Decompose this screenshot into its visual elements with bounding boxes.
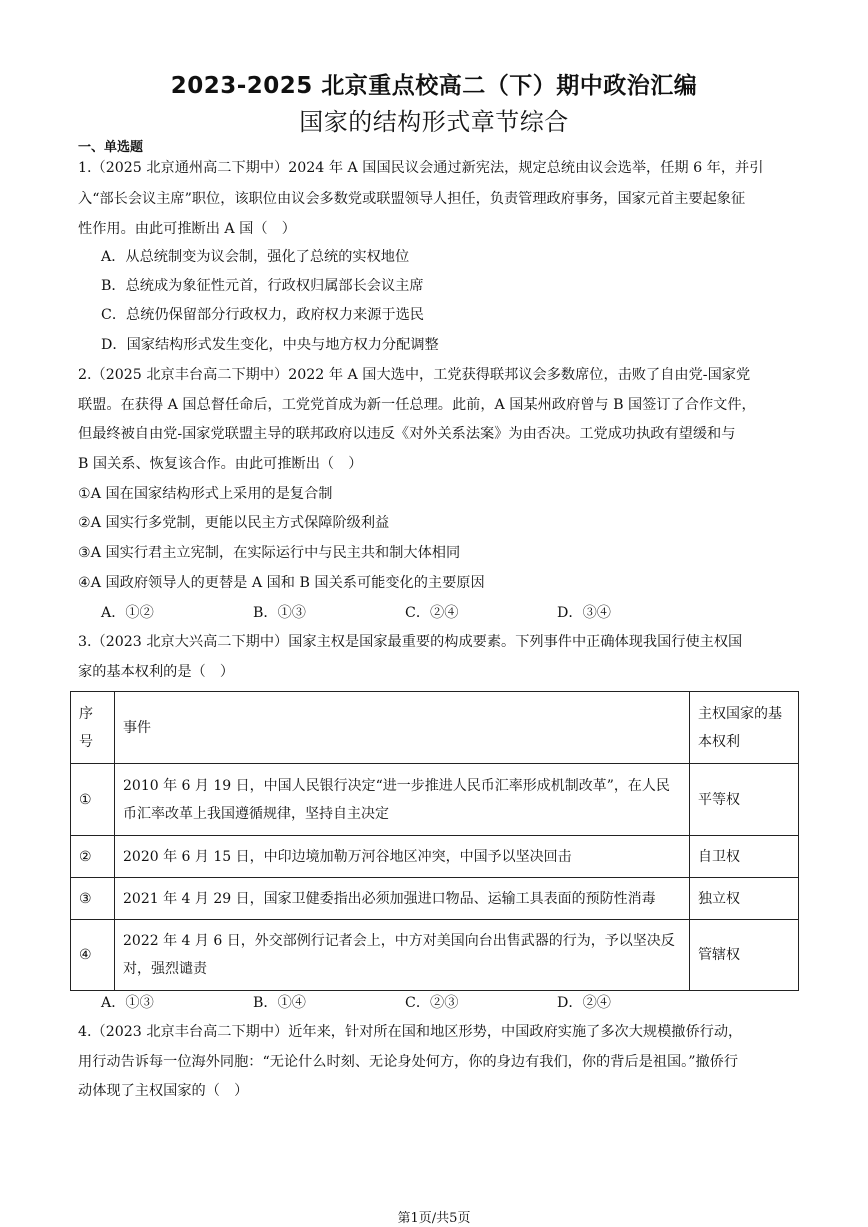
q2-statement-3: ③A 国实行君主立宪制，在实际运行中与民主共和制大体相同 [78,545,461,561]
table-row [71,764,799,836]
table-cell: 2021 年 4 月 29 日，国家卫健委指出必须加强进口物品、运输工具表面的预防性消毒 [115,878,690,920]
table-cell: ④ [71,920,115,991]
q1-option-b: B．总统成为象征性元首，行政权归属部长会议主席 [101,278,424,294]
q3-table [70,691,799,991]
table-cell: 自卫权 [690,836,799,878]
q1-option-d: D．国家结构形式发生变化，中央与地方权力分配调整 [101,337,439,353]
q1-option-c: C．总统仍保留部分行政权力，政府权力来源于选民 [101,307,424,323]
q1-stem-line: 1.（2025 北京通州高二下期中）2024 年 A 国国民议会通过新宪法，规定总统由议会选举，任期 6 年，并引 [78,160,764,176]
q3-stem-line: 家的基本权利的是（ ） [78,664,235,680]
table-row [71,920,799,991]
q2-statement-2: ②A 国实行多党制，更能以民主方式保障阶级利益 [78,515,390,531]
table-header-row [71,692,799,764]
table-cell: ① [71,764,115,836]
q4-stem-line: 4.（2023 北京丰台高二下期中）近年来，针对所在国和地区形势，中国政府实施了多次大规模撤侨行动， [78,1024,743,1040]
table-header-cell: 主权国家的基本权利 [690,692,799,764]
table-header-cell: 序号 [71,692,115,764]
table-cell: 2010 年 6 月 19 日，中国人民银行决定“进一步推进人民币汇率形成机制改革”，在人民币汇率改革上我国遵循规律，坚持自主决定 [115,764,690,836]
q3-choice-a: A．①③ [101,995,154,1011]
q2-choice-b: B．①③ [253,605,306,621]
table-cell: ③ [71,878,115,920]
table-cell: 2022 年 4 月 6 日，外交部例行记者会上，中方对美国向台出售武器的行为，予以坚决反对，强烈谴责 [115,920,690,991]
q2-stem-line: 联盟。在获得 A 国总督任命后，工党党首成为新一任总理。此前，A 国某州政府曾与 B 国签订了合作文件， [78,397,756,413]
q4-stem-line: 用行动告诉每一位海外同胞：“无论什么时刻、无论身处何方，你的身边有我们，你的背后是祖国。”撤侨行 [78,1054,739,1070]
q3-choice-d: D．②④ [557,995,611,1011]
doc-title: 2023-2025 北京重点校高二（下）期中政治汇编 [170,73,698,99]
q2-stem-line: 但最终被自由党-国家党联盟主导的联邦政府以违反《对外关系法案》为由否决。工党成功执政有望缓和与 [78,426,736,442]
q1-stem-line: 性作用。由此可推断出 A 国（ ） [78,221,296,237]
q2-stem-line: B 国关系、恢复该合作。由此可推断出（ ） [78,456,363,472]
q2-choices [101,603,611,623]
table-row [71,878,799,920]
q3-choice-b: B．①④ [253,995,306,1011]
table-cell: 独立权 [690,878,799,920]
q3-choice-c: C．②③ [405,995,459,1011]
q4-stem-line: 动体现了主权国家的（ ） [78,1083,249,1099]
table-header-cell: 事件 [115,692,690,764]
q3-stem-line: 3.（2023 北京大兴高二下期中）国家主权是国家最重要的构成要素。下列事件中正确体现我国行使主权国 [78,634,743,650]
q1-stem-line: 入“部长会议主席”职位，该职位由议会多数党或联盟领导人担任，负责管理政府事务，国家元首主要起象征 [78,191,746,207]
q2-choice-c: C．②④ [405,605,459,621]
table-cell: ② [71,836,115,878]
section-heading: 一、单选题 [78,140,144,155]
table-cell: 管辖权 [690,920,799,991]
q2-choice-a: A．①② [101,605,154,621]
q2-choice-d: D．③④ [557,605,611,621]
doc-subtitle: 国家的结构形式章节综合 [299,108,569,136]
q2-statement-4: ④A 国政府领导人的更替是 A 国和 B 国关系可能变化的主要原因 [78,575,485,591]
q2-statement-1: ①A 国在国家结构形式上采用的是复合制 [78,486,333,502]
table-cell: 2020 年 6 月 15 日，中印边境加勒万河谷地区冲突，中国予以坚决回击 [115,836,690,878]
table-cell: 平等权 [690,764,799,836]
q2-stem-line: 2.（2025 北京丰台高二下期中）2022 年 A 国大选中，工党获得联邦议会多数席位，击败了自由党-国家党 [78,367,751,383]
table-row [71,836,799,878]
q1-option-a: A．从总统制变为议会制，强化了总统的实权地位 [101,249,410,265]
page-number: 第1页/共5页 [397,1211,471,1226]
q3-choices [101,993,611,1013]
